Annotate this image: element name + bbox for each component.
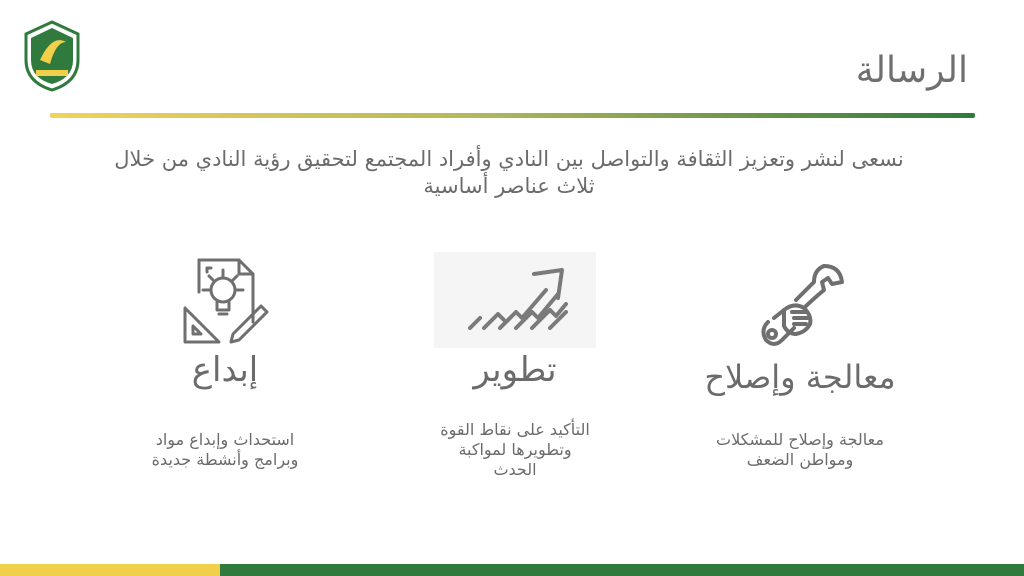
pillar-title: تطوير — [473, 350, 557, 390]
intro-line: نسعى لنشر وتعزيز الثقافة والتواصل بين النادي وأفراد المجتمع لتحقيق رؤية النادي من خلال — [114, 147, 904, 171]
intro-line: ثلاث عناصر أساسية — [423, 174, 595, 198]
club-logo — [22, 20, 82, 92]
footer-bar-yellow — [0, 564, 220, 576]
page-title: الرسالة — [855, 50, 968, 91]
club-emblem-icon — [22, 20, 82, 92]
pillar-desc-line: استحداث وإبداع مواد — [155, 430, 295, 449]
footer-bar-green — [220, 564, 1024, 576]
pillar-description — [130, 430, 320, 470]
pillar-desc-line: التأكيد على نقاط القوة — [440, 420, 590, 439]
wrench-hand-icon — [750, 260, 850, 356]
pillar-creativity — [130, 246, 320, 496]
pillar-title: معالجة وإصلاح — [704, 358, 896, 396]
pillar-desc-line: وتطويرها لمواكبة — [458, 440, 572, 459]
pillar-development — [400, 246, 630, 496]
pillar-desc-line: ومواطن الضعف — [746, 450, 854, 469]
growth-arrows-icon — [434, 252, 596, 348]
pillar-remediation — [690, 246, 910, 496]
title-divider — [50, 113, 975, 118]
lightbulb-design-icon — [177, 252, 273, 348]
intro-paragraph — [50, 146, 968, 200]
pillar-title: إبداع — [191, 350, 259, 390]
pillar-description — [690, 430, 910, 470]
pillar-desc-line: وبرامج وأنشطة جديدة — [151, 450, 299, 469]
pillar-desc-line: معالجة وإصلاح للمشكلات — [716, 430, 884, 449]
pillar-description — [400, 420, 630, 480]
pillar-desc-line: الحدث — [493, 460, 537, 479]
